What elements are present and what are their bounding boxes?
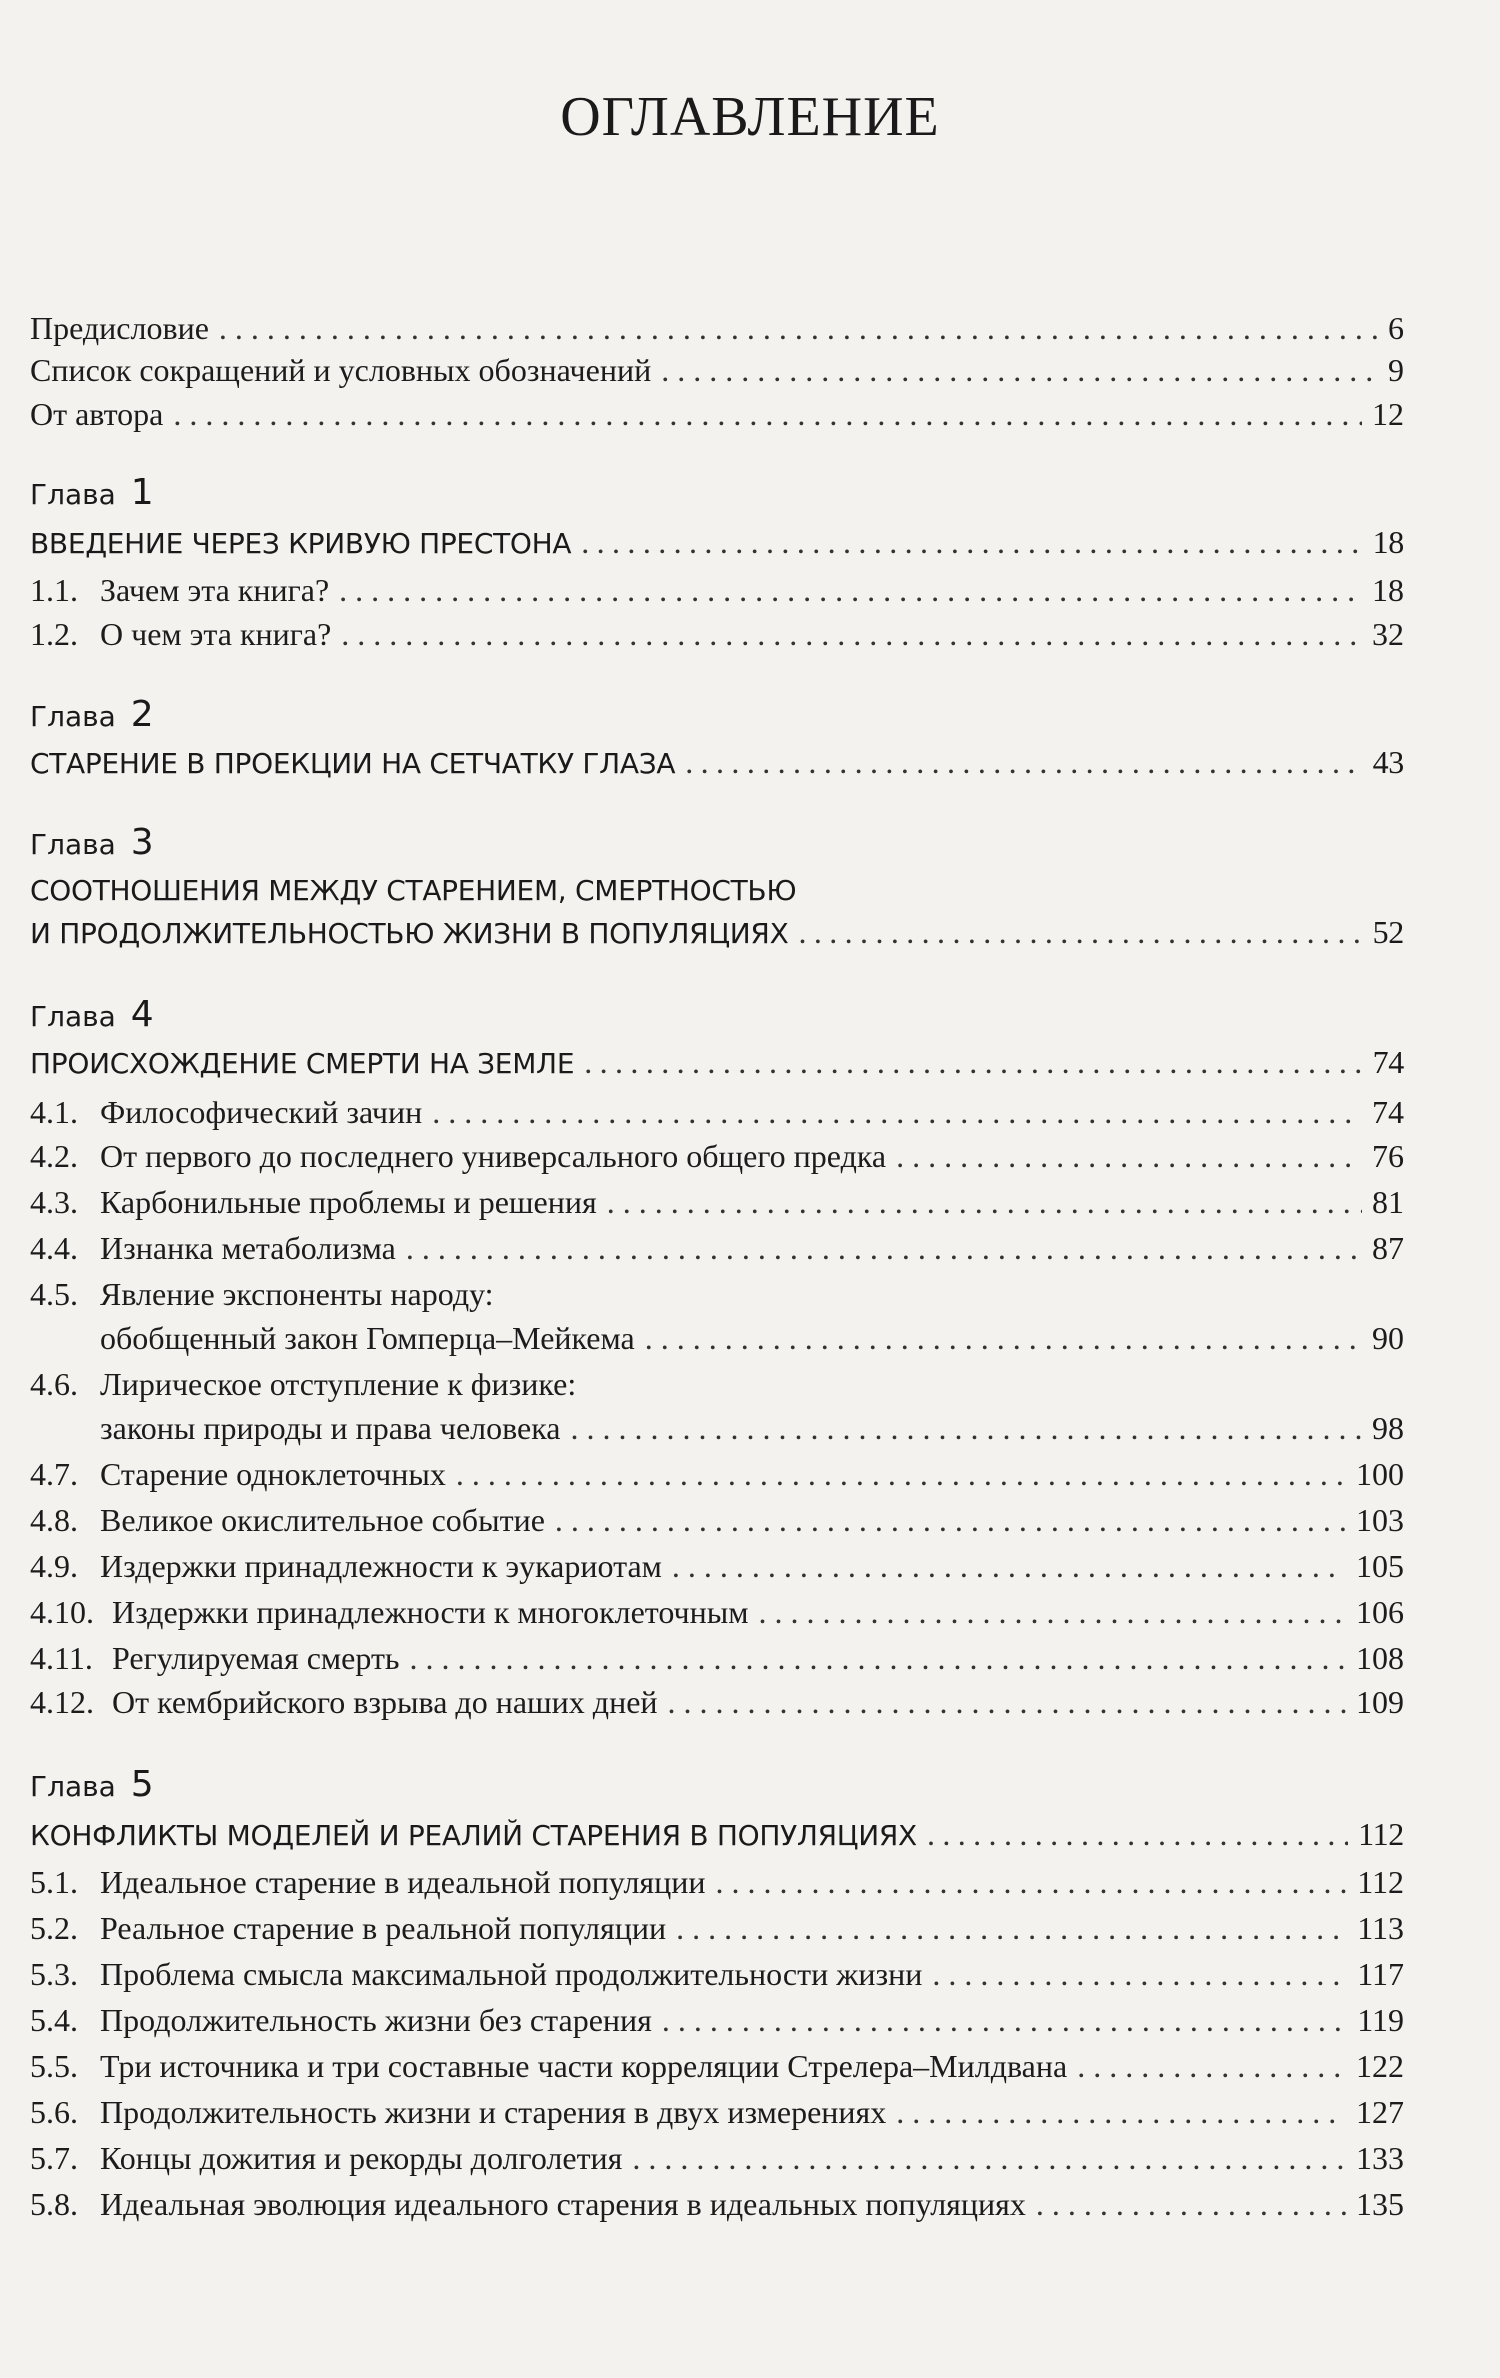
leader-dots [341, 616, 1362, 653]
entry-label: Старение одноклеточных [100, 1456, 446, 1492]
chapter-word: Глава [30, 478, 116, 511]
entry-page: 98 [1372, 1410, 1404, 1446]
entry-page: 52 [1372, 914, 1404, 950]
toc-entry-5-7[interactable] [30, 2140, 1404, 2177]
entry-label: Реальное старение в реальной популяции [100, 1910, 667, 1946]
chapter-title: КОНФЛИКТЫ МОДЕЛЕЙ И РЕАЛИЙ СТАРЕНИЯ В ПОПУЛЯЦИЯХ [30, 1819, 917, 1852]
entry-page: 106 [1356, 1594, 1404, 1630]
entry-label: Концы дожития и рекорды долголетия [100, 2140, 623, 2176]
chapter-4-label [30, 994, 154, 1035]
entry-label: Список сокращений и условных обозначений [30, 352, 652, 388]
chapter-number: 3 [130, 822, 154, 863]
entry-label: Великое окислительное событие [100, 1502, 545, 1538]
leader-dots [927, 1816, 1348, 1853]
leader-dots [661, 352, 1378, 389]
section-number: 4.3. [30, 1184, 78, 1220]
chapter-5-label [30, 1764, 154, 1805]
leader-dots [668, 1684, 1346, 1721]
toc-entry-preface[interactable] [30, 310, 1404, 347]
entry-label: Издержки принадлежности к многоклеточным [112, 1594, 749, 1630]
chapter-3-label [30, 822, 154, 863]
leader-dots [219, 310, 1378, 347]
entry-page: 81 [1372, 1184, 1404, 1220]
entry-page: 9 [1388, 352, 1404, 388]
leader-dots [607, 1184, 1362, 1221]
toc-entry-4-2[interactable] [30, 1138, 1404, 1175]
chapter-1-label [30, 472, 154, 513]
entry-page: 6 [1388, 310, 1404, 346]
leader-dots [716, 1864, 1348, 1901]
toc-entry-chapter-1[interactable] [30, 524, 1404, 561]
section-number: 5.8. [30, 2186, 78, 2222]
leader-dots [555, 1502, 1346, 1539]
section-number: 5.5. [30, 2048, 78, 2084]
leader-dots [662, 2002, 1347, 2039]
entry-page: 18 [1372, 524, 1404, 560]
chapter-word: Глава [30, 1000, 116, 1033]
toc-entry-chapter-5[interactable] [30, 1816, 1404, 1853]
entry-page: 117 [1357, 1956, 1404, 1992]
chapter-word: Глава [30, 828, 116, 861]
entry-label: Изнанка метаболизма [100, 1230, 396, 1266]
leader-dots [645, 1320, 1362, 1357]
section-number: 5.3. [30, 1956, 78, 1992]
entry-page: 90 [1372, 1320, 1404, 1356]
toc-entry-chapter-3[interactable] [30, 914, 1404, 951]
entry-label: Идеальное старение в идеальной популяции [100, 1864, 706, 1900]
toc-entry-chapter-4[interactable] [30, 1044, 1404, 1081]
leader-dots [339, 572, 1362, 609]
entry-page: 108 [1356, 1640, 1404, 1676]
entry-page: 119 [1357, 2002, 1404, 2038]
entry-label: Явление экспоненты народу: [100, 1276, 494, 1312]
entry-page: 113 [1357, 1910, 1404, 1946]
entry-page: 127 [1356, 2094, 1404, 2130]
section-number: 4.8. [30, 1502, 78, 1538]
entry-page: 100 [1356, 1456, 1404, 1492]
entry-page: 105 [1356, 1548, 1404, 1584]
toc-entry-5-4[interactable] [30, 2002, 1404, 2039]
section-number: 5.6. [30, 2094, 78, 2130]
chapter-3-title-line-1[interactable]: СООТНОШЕНИЯ МЕЖДУ СТАРЕНИЕМ, СМЕРТНОСТЬЮ [30, 874, 797, 907]
entry-label: Идеальная эволюция идеального старения в идеальных популяциях [100, 2186, 1026, 2222]
toc-entry-4-4[interactable] [30, 1230, 1404, 1267]
entry-page: 135 [1356, 2186, 1404, 2222]
leader-dots [406, 1230, 1362, 1267]
entry-label-continued: обобщенный закон Гомперца–Мейкема [100, 1320, 635, 1356]
chapter-word: Глава [30, 700, 116, 733]
leader-dots [685, 744, 1362, 781]
toc-entry-5-1[interactable] [30, 1864, 1404, 1901]
leader-dots [896, 2094, 1346, 2131]
section-number: 5.4. [30, 2002, 78, 2038]
toc-entry-5-5[interactable] [30, 2048, 1404, 2085]
section-number: 4.12. [30, 1684, 94, 1720]
entry-label: Лирическое отступление к физике: [100, 1366, 577, 1402]
leader-dots [581, 524, 1362, 561]
toc-entry-4-1[interactable] [30, 1094, 1404, 1131]
entry-page: 133 [1356, 2140, 1404, 2176]
section-number: 4.4. [30, 1230, 78, 1266]
leader-dots [672, 1548, 1346, 1585]
toc-entry-4-3[interactable] [30, 1184, 1404, 1221]
toc-entry-abbreviations[interactable] [30, 352, 1404, 389]
section-number: 4.1. [30, 1094, 78, 1130]
chapter-title: ВВЕДЕНИЕ ЧЕРЕЗ КРИВУЮ ПРЕСТОНА [30, 527, 572, 560]
section-number: 4.6. [30, 1366, 78, 1402]
chapter-word: Глава [30, 1770, 116, 1803]
entry-label: Продолжительность жизни и старения в двух измерениях [100, 2094, 887, 2130]
leader-dots [676, 1910, 1347, 1947]
toc-entry-4-12[interactable] [30, 1684, 1404, 1721]
leader-dots [173, 396, 1362, 433]
leader-dots [571, 1410, 1363, 1447]
chapter-2-label [30, 694, 154, 735]
entry-page: 32 [1372, 616, 1404, 652]
chapter-title: ПРОИСХОЖДЕНИЕ СМЕРТИ НА ЗЕМЛЕ [30, 1047, 575, 1080]
chapter-number: 2 [130, 694, 154, 735]
leader-dots [632, 2140, 1346, 2177]
toc-entry-4-8[interactable] [30, 1502, 1404, 1539]
section-number: 4.7. [30, 1456, 78, 1492]
leader-dots [584, 1044, 1362, 1081]
section-number: 4.9. [30, 1548, 78, 1584]
entry-label: Предисловие [30, 310, 209, 346]
toc-entry-5-2[interactable] [30, 1910, 1404, 1947]
toc-entry-4-5[interactable] [30, 1276, 1404, 1313]
entry-page: 18 [1372, 572, 1404, 608]
toc-entry-chapter-2[interactable] [30, 744, 1404, 781]
page-title: ОГЛАВЛЕНИЕ [560, 86, 940, 148]
toc-entry-5-3[interactable] [30, 1956, 1404, 1993]
section-number: 4.5. [30, 1276, 78, 1312]
chapter-title: СТАРЕНИЕ В ПРОЕКЦИИ НА СЕТЧАТКУ ГЛАЗА [30, 747, 676, 780]
leader-dots [758, 1594, 1346, 1631]
leader-dots [896, 1138, 1362, 1175]
entry-label: Философический зачин [100, 1094, 423, 1130]
chapter-number: 5 [130, 1764, 154, 1805]
entry-page: 112 [1357, 1864, 1404, 1900]
entry-page: 43 [1372, 744, 1404, 780]
toc-entry-5-8[interactable] [30, 2186, 1404, 2223]
chapter-number: 1 [130, 472, 154, 513]
entry-page: 74 [1372, 1044, 1404, 1080]
entry-label: От первого до последнего универсального общего предка [100, 1138, 887, 1174]
entry-label: От кембрийского взрыва до наших дней [112, 1684, 658, 1720]
entry-label-continued: законы природы и права человека [100, 1410, 561, 1446]
chapter-title: И ПРОДОЛЖИТЕЛЬНОСТЬЮ ЖИЗНИ В ПОПУЛЯЦИЯХ [30, 917, 789, 950]
leader-dots [1077, 2048, 1346, 2085]
toc-entry-1-1[interactable] [30, 572, 1404, 609]
entry-label: Три источника и три составные части корреляции Стрелера–Милдвана [100, 2048, 1068, 2084]
section-number: 1.2. [30, 616, 78, 652]
entry-label: Продолжительность жизни без старения [100, 2002, 652, 2038]
leader-dots [432, 1094, 1362, 1131]
entry-page: 112 [1358, 1816, 1404, 1852]
toc-entry-4-7[interactable] [30, 1456, 1404, 1493]
leader-dots [1036, 2186, 1346, 2223]
section-number: 5.2. [30, 1910, 78, 1946]
toc-entry-5-6[interactable] [30, 2094, 1404, 2131]
section-number: 4.10. [30, 1594, 94, 1630]
entry-page: 76 [1372, 1138, 1404, 1174]
entry-label: Проблема смысла максимальной продолжительности жизни [100, 1956, 923, 1992]
entry-label: От автора [30, 396, 164, 432]
entry-page: 12 [1372, 396, 1404, 432]
section-number: 4.2. [30, 1138, 78, 1174]
toc-entry-from-author[interactable] [30, 396, 1404, 433]
toc-entry-4-6[interactable] [30, 1366, 1404, 1403]
entry-page: 74 [1372, 1094, 1404, 1130]
leader-dots [798, 914, 1362, 951]
section-number: 5.1. [30, 1864, 78, 1900]
leader-dots [932, 1956, 1347, 1993]
toc-entry-4-9[interactable] [30, 1548, 1404, 1585]
chapter-number: 4 [130, 994, 154, 1035]
toc-entry-4-6-continued[interactable] [100, 1410, 1404, 1447]
section-number: 1.1. [30, 572, 78, 608]
entry-page: 122 [1356, 2048, 1404, 2084]
entry-page: 103 [1356, 1502, 1404, 1538]
section-number: 5.7. [30, 2140, 78, 2176]
entry-label: Зачем эта книга? [100, 572, 330, 608]
entry-page: 109 [1356, 1684, 1404, 1720]
toc-entry-1-2[interactable] [30, 616, 1404, 653]
entry-label: Регулируемая смерть [112, 1640, 400, 1676]
toc-entry-4-10[interactable] [30, 1594, 1404, 1631]
toc-entry-4-5-continued[interactable] [100, 1320, 1404, 1357]
entry-label: Издержки принадлежности к эукариотам [100, 1548, 662, 1584]
leader-dots [410, 1640, 1346, 1677]
entry-label: Карбонильные проблемы и решения [100, 1184, 597, 1220]
entry-page: 87 [1372, 1230, 1404, 1266]
leader-dots [456, 1456, 1346, 1493]
toc-entry-4-11[interactable] [30, 1640, 1404, 1677]
section-number: 4.11. [30, 1640, 93, 1676]
entry-label: О чем эта книга? [100, 616, 332, 652]
